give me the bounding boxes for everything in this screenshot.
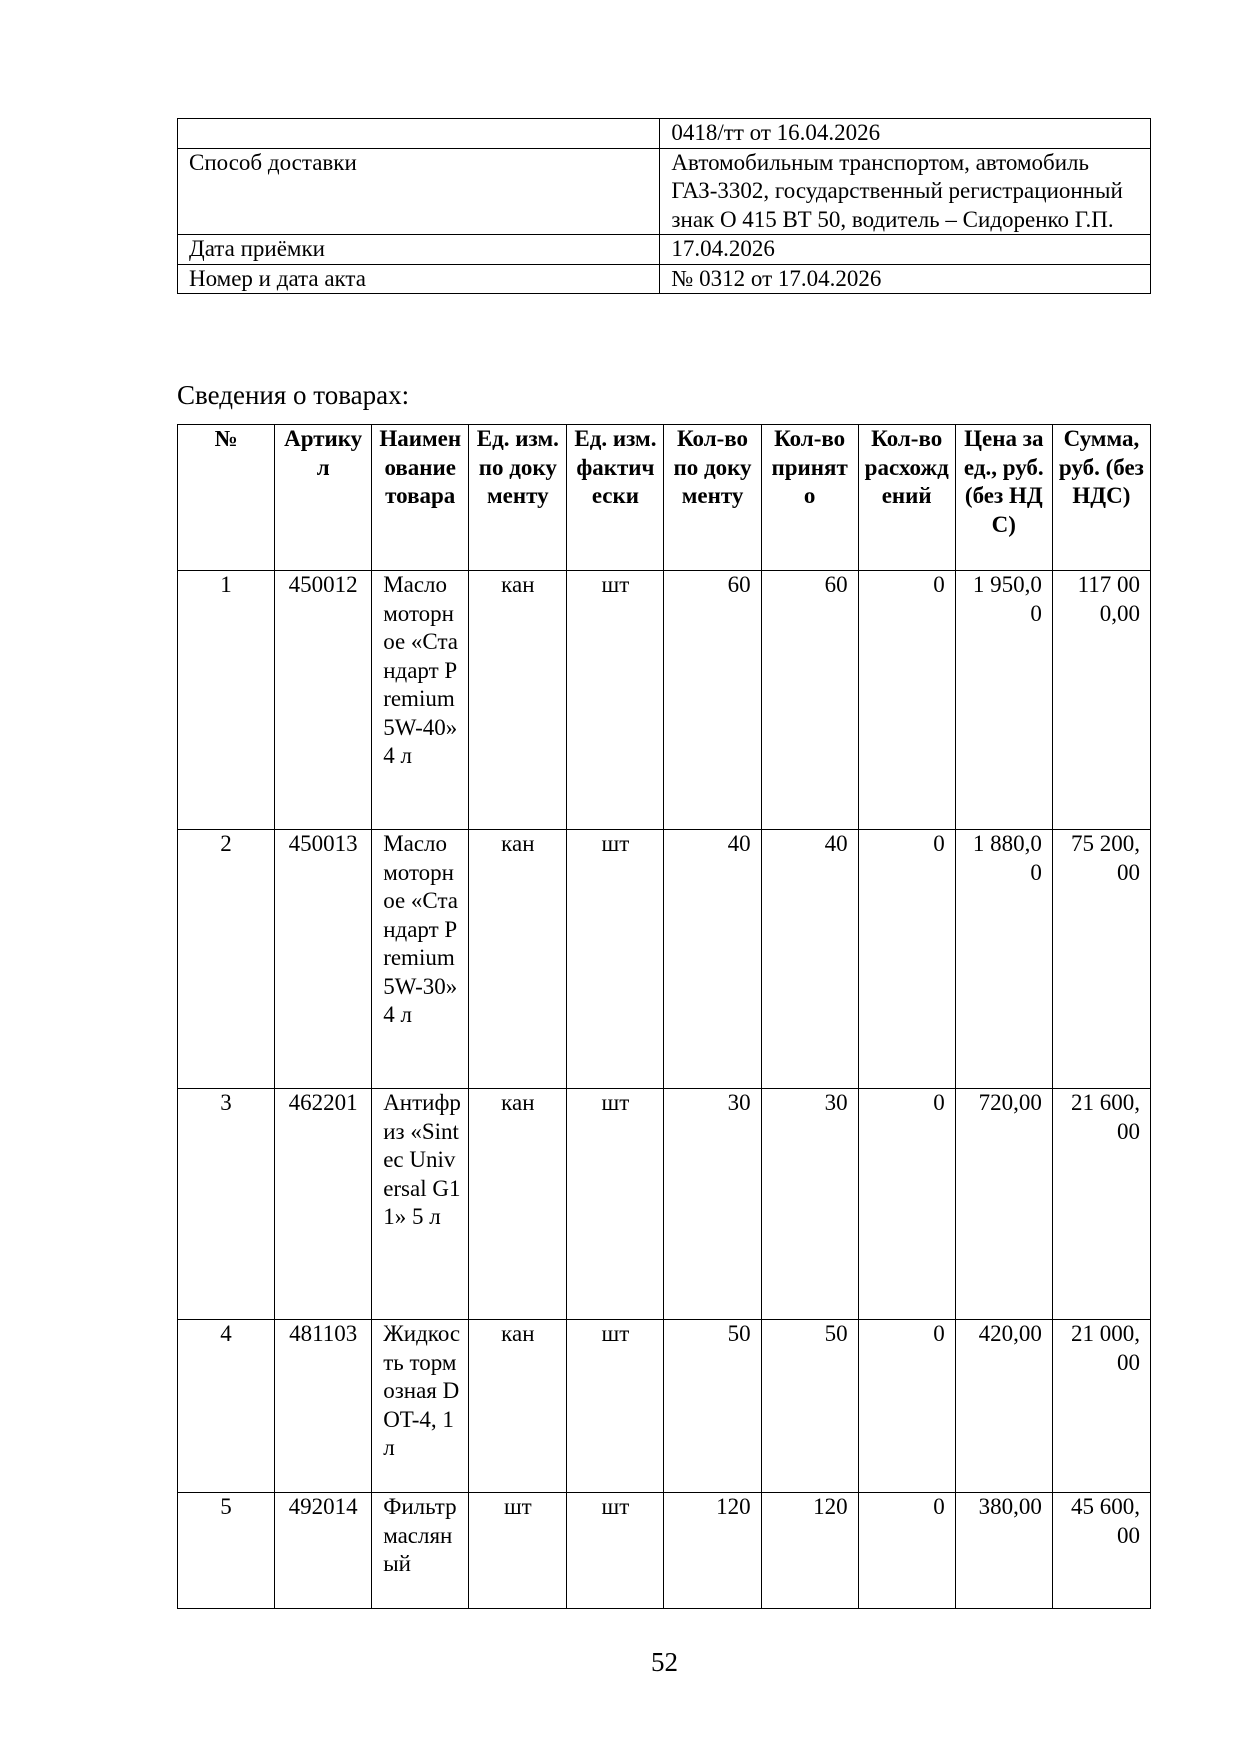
table-row: [178, 571, 1151, 830]
cell-qty-accepted: 120: [761, 1493, 858, 1609]
cell-price: 720,00: [955, 1089, 1052, 1320]
cell-price: 1 880,00: [955, 830, 1052, 1089]
info-label: Дата приёмки: [178, 235, 660, 265]
info-label: [178, 119, 660, 149]
info-row-delivery-method: [178, 148, 1151, 235]
info-row-acceptance-date: [178, 235, 1151, 265]
cell-unit-fact: шт: [567, 830, 664, 1089]
cell-num: 2: [178, 830, 275, 1089]
cell-num: 5: [178, 1493, 275, 1609]
cell-name: Жидкость тормозная DOT-4, 1 л: [372, 1320, 469, 1493]
info-row-invoice: [178, 119, 1151, 149]
cell-num: 1: [178, 571, 275, 830]
cell-unit-doc: кан: [469, 1089, 567, 1320]
cell-sum: 75 200,00: [1052, 830, 1150, 1089]
cell-unit-doc: шт: [469, 1493, 567, 1609]
column-header: Кол-во принято: [761, 425, 858, 571]
cell-price: 380,00: [955, 1493, 1052, 1609]
cell-unit-fact: шт: [567, 1089, 664, 1320]
page-number: 52: [651, 1647, 678, 1677]
cell-article: 450012: [275, 571, 372, 830]
column-header: Цена за ед., руб. (без НДС): [955, 425, 1052, 571]
cell-name: Масло моторное «Стандарт Premium 5W-40» 4 л: [372, 571, 469, 830]
column-header: Кол-во по документу: [664, 425, 761, 571]
info-value: 0418/тт от 16.04.2026: [660, 119, 1151, 149]
cell-num: 4: [178, 1320, 275, 1493]
cell-name: Фильтр масляный: [372, 1493, 469, 1609]
cell-unit-fact: шт: [567, 1493, 664, 1609]
cell-article: 492014: [275, 1493, 372, 1609]
cell-name: Масло моторное «Стандарт Premium 5W-30» 4 л: [372, 830, 469, 1089]
info-value: № 0312 от 17.04.2026: [660, 264, 1151, 294]
cell-unit-doc: кан: [469, 1320, 567, 1493]
column-header: Кол-во расхождений: [858, 425, 955, 571]
cell-unit-fact: шт: [567, 571, 664, 830]
cell-qty-accepted: 50: [761, 1320, 858, 1493]
goods-header-row: [178, 425, 1151, 571]
cell-article: 450013: [275, 830, 372, 1089]
cell-qty-diff: 0: [858, 1320, 955, 1493]
cell-sum: 117 000,00: [1052, 571, 1150, 830]
column-header: Артикул: [275, 425, 372, 571]
table-row: [178, 1089, 1151, 1320]
table-row: [178, 1493, 1151, 1609]
delivery-info-table: [177, 118, 1151, 294]
info-label: Номер и дата акта: [178, 264, 660, 294]
cell-sum: 21 000,00: [1052, 1320, 1150, 1493]
column-header: №: [178, 425, 275, 571]
cell-qty-diff: 0: [858, 1089, 955, 1320]
cell-article: 462201: [275, 1089, 372, 1320]
cell-qty-doc: 40: [664, 830, 761, 1089]
column-header: Сумма, руб. (без НДС): [1052, 425, 1150, 571]
column-header: Ед. изм. по документу: [469, 425, 567, 571]
cell-unit-doc: кан: [469, 830, 567, 1089]
goods-section-heading: Сведения о товарах:: [177, 380, 410, 410]
table-row: [178, 830, 1151, 1089]
cell-price: 1 950,00: [955, 571, 1052, 830]
cell-article: 481103: [275, 1320, 372, 1493]
cell-qty-accepted: 30: [761, 1089, 858, 1320]
cell-qty-doc: 60: [664, 571, 761, 830]
cell-qty-doc: 50: [664, 1320, 761, 1493]
cell-num: 3: [178, 1089, 275, 1320]
info-label: Способ доставки: [178, 148, 660, 235]
cell-name: Антифриз «Sintec Universal G11» 5 л: [372, 1089, 469, 1320]
info-value: Автомобильным транспортом, автомобиль ГАЗ-3302, государственный регистрационный знак О 415 ВТ 50, водитель – Сидоренко Г.П.: [660, 148, 1151, 235]
table-row: [178, 1320, 1151, 1493]
info-row-act-number: [178, 264, 1151, 294]
cell-qty-doc: 30: [664, 1089, 761, 1320]
info-value: 17.04.2026: [660, 235, 1151, 265]
cell-sum: 45 600,00: [1052, 1493, 1150, 1609]
cell-unit-fact: шт: [567, 1320, 664, 1493]
cell-sum: 21 600,00: [1052, 1089, 1150, 1320]
cell-qty-accepted: 60: [761, 571, 858, 830]
column-header: Ед. изм. фактически: [567, 425, 664, 571]
cell-qty-diff: 0: [858, 1493, 955, 1609]
column-header: Наименование товара: [372, 425, 469, 571]
cell-qty-diff: 0: [858, 571, 955, 830]
cell-qty-diff: 0: [858, 830, 955, 1089]
cell-qty-accepted: 40: [761, 830, 858, 1089]
cell-price: 420,00: [955, 1320, 1052, 1493]
goods-table: [177, 424, 1151, 1609]
cell-unit-doc: кан: [469, 571, 567, 830]
cell-qty-doc: 120: [664, 1493, 761, 1609]
